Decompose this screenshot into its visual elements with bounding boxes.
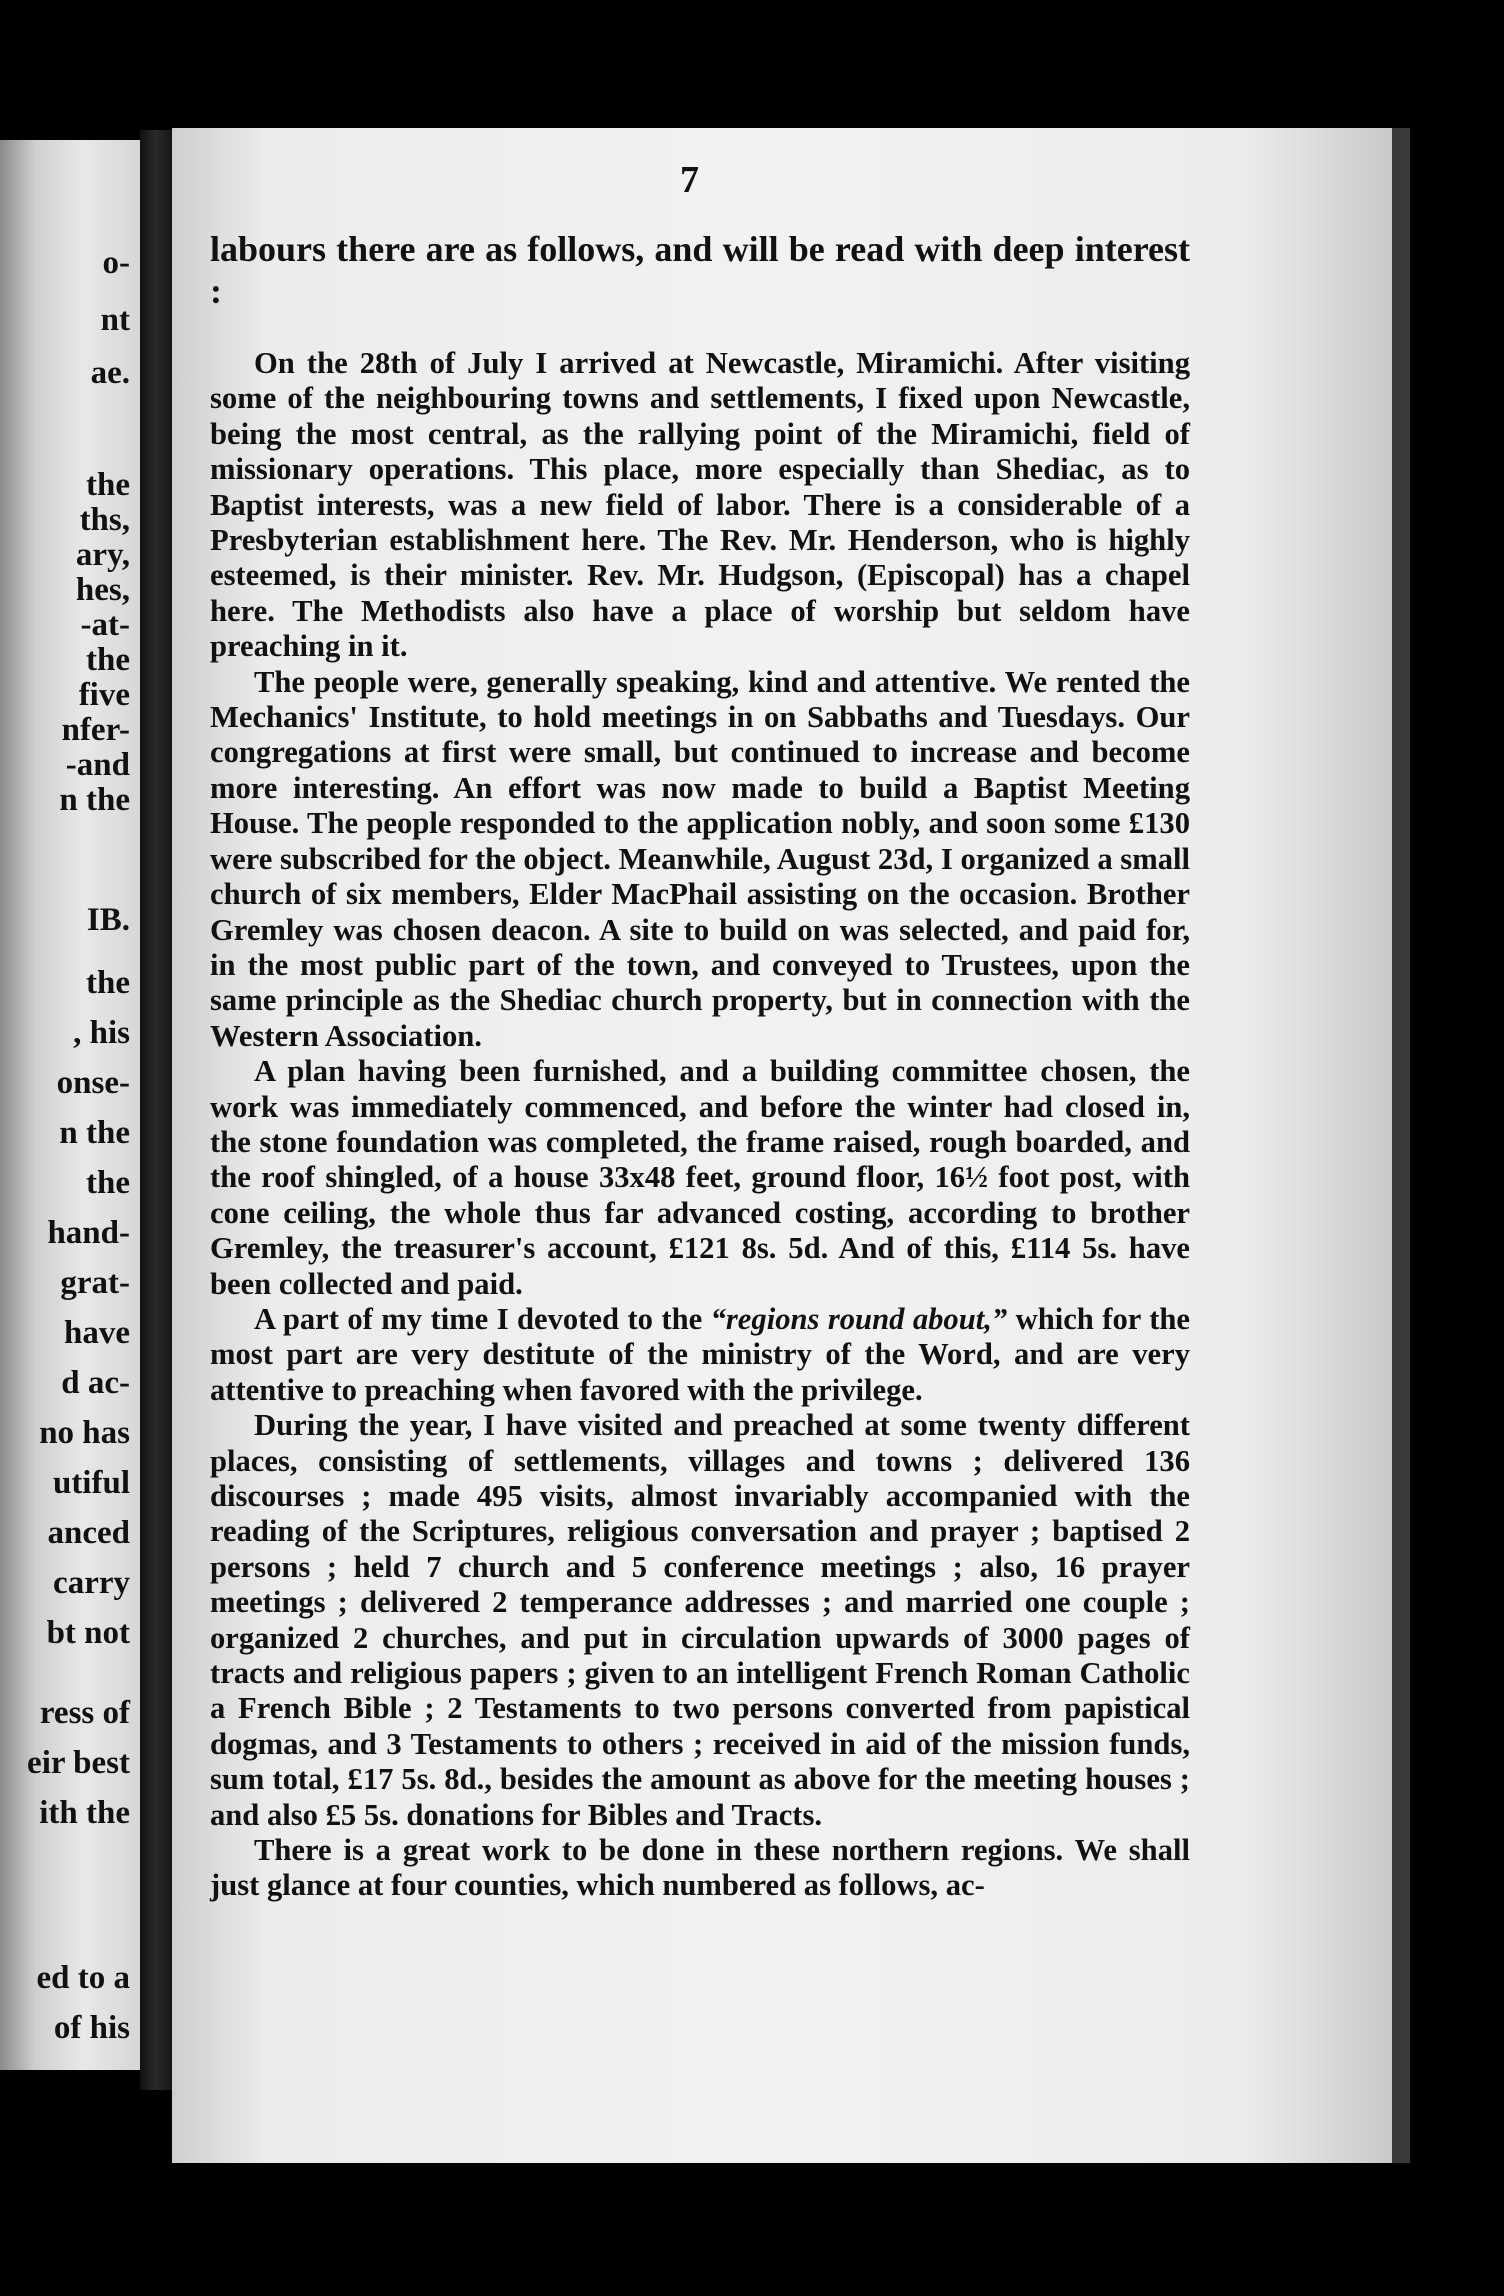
left-margin-fragment: the [86,467,130,503]
regions-text-before: A part of my time I devoted to the [254,1301,711,1336]
left-page-fragment [0,140,140,2070]
left-margin-fragment: IB. [86,902,130,938]
left-margin-fragment: the [86,1165,130,1201]
left-margin-fragment: ress of [39,1695,130,1731]
left-margin-fragment: no has [39,1415,130,1451]
paragraph-building-plan: A plan having been furnished, and a building committee chosen, the work was immediately commenced, and before the winter had closed in, the stone foundation was completed, the frame raised, rough boarded, and the roof shingled, of a house 33x48 feet, ground floor, 16½ foot post, with cone ceiling, the whole thus far advanced costing, according to brother Gremley, the treasurer's account, £121 8s. 5d. And of this, £114 5s. have been collected and paid. [210,1054,1190,1301]
left-margin-fragment: ths, [79,502,130,538]
left-margin-fragment: grat- [60,1265,130,1301]
left-margin-fragment: ed to a [36,1960,130,1996]
left-margin-fragment: five [78,677,130,713]
opening-text: labours there are as follows, and will be read with deep interest : [210,229,1190,311]
left-margin-fragment: eir best [27,1745,130,1781]
left-margin-fragment: o- [102,245,130,281]
left-margin-fragment: of his [53,2010,130,2046]
left-margin-fragment: hes, [75,572,130,608]
paragraph-year-summary: During the year, I have visited and preached at some twenty different places, consisting of settlements, villages and towns ; delivered 136 discourses ; made 495 visits, almost invariably accompanied with the reading of the Scriptures, religious conversation and prayer ; baptised 2 persons ; held 7 church and 5 conference meetings ; also, 16 prayer meetings ; delivered 2 temperance addresses ; and married one couple ; organized 2 churches, and put in circulation upwards of 3000 pages of tracts and religious papers ; given to an intelligent French Roman Catholic a French Bible ; 2 Testaments to two persons converted from papistical dogmas, and 3 Testaments to others ; received in aid of the mission funds, sum total, £17 5s. 8d., besides the amount as above for the meeting houses ; and also £5 5s. donations for Bibles and Tracts. [210,1408,1190,1832]
paragraph-people: The people were, generally speaking, kind and attentive. We rented the Mechanics' Institute, to hold meetings in on Sabbaths and Tuesdays. Our congregations at first were small, but continued to increase and become more interesting. An effort was now made to build a Baptist Meeting House. The people responded to the application nobly, and soon some £130 were subscribed for the object. Meanwhile, August 23d, I organized a small church of six members, Elder MacPhail assisting on the occasion. Brother Gremley was chosen deacon. A site to build on was selected, and paid for, in the most public part of the town, and conveyed to Trustees, upon the same principle as the Shediac church property, but in connection with the Western Association. [210,664,1190,1053]
left-margin-fragment: ith the [39,1795,130,1831]
left-margin-fragment: hand- [47,1215,130,1251]
left-margin-fragment: utiful [52,1465,130,1501]
left-margin-fragment: onse- [56,1065,130,1101]
page-number: 7 [680,159,699,201]
regions-text-after: which for the most part are very destitute of the ministry of the Word, and are very attentive to preaching when favored with the privilege. [210,1301,1190,1407]
text-column [210,228,1190,1904]
left-margin-fragment: have [64,1315,130,1351]
left-margin-fragment: ary, [75,537,130,573]
page-edge [1392,128,1410,2163]
paragraph-regions [210,1302,1190,1408]
left-margin-fragment: n the [59,1115,130,1151]
left-margin-fragment: the [86,642,130,678]
left-margin-fragment: bt not [46,1615,130,1651]
left-margin-fragment: d ac- [61,1365,130,1401]
left-margin-fragment: ae. [90,355,130,391]
left-margin-fragment: -and [65,747,130,783]
paragraph-northern-regions: There is a great work to be done in these northern regions. We shall just glance at four counties, which numbered as follows, ac- [210,1833,1190,1903]
left-margin-fragment: carry [53,1565,130,1601]
left-margin-fragment: nfer- [61,712,130,748]
paragraph-newcastle: On the 28th of July I arrived at Newcastle, Miramichi. After visiting some of the neighbouring towns and settlements, I fixed upon Newcastle, being the most central, as the rallying point of the Miramichi, field of missionary operations. This place, more especially than Shediac, as to Baptist interests, was a new field of labor. There is a considerable of a Presbyterian establishment here. The Rev. Mr. Henderson, who is highly esteemed, is their minister. Rev. Mr. Hudgson, (Episcopal) has a chapel here. The Methodists also have a place of worship but seldom have preaching in it. [210,346,1190,664]
left-margin-fragment: nt [100,302,130,338]
left-margin-fragment: anced [47,1515,130,1551]
left-margin-fragment: , his [73,1015,130,1051]
left-margin-fragment: -at- [80,607,130,643]
left-margin-fragment: n the [59,782,130,818]
regions-quote: “regions round about,” [710,1301,1008,1336]
left-margin-fragment: the [86,965,130,1001]
book-gutter [140,130,172,2090]
